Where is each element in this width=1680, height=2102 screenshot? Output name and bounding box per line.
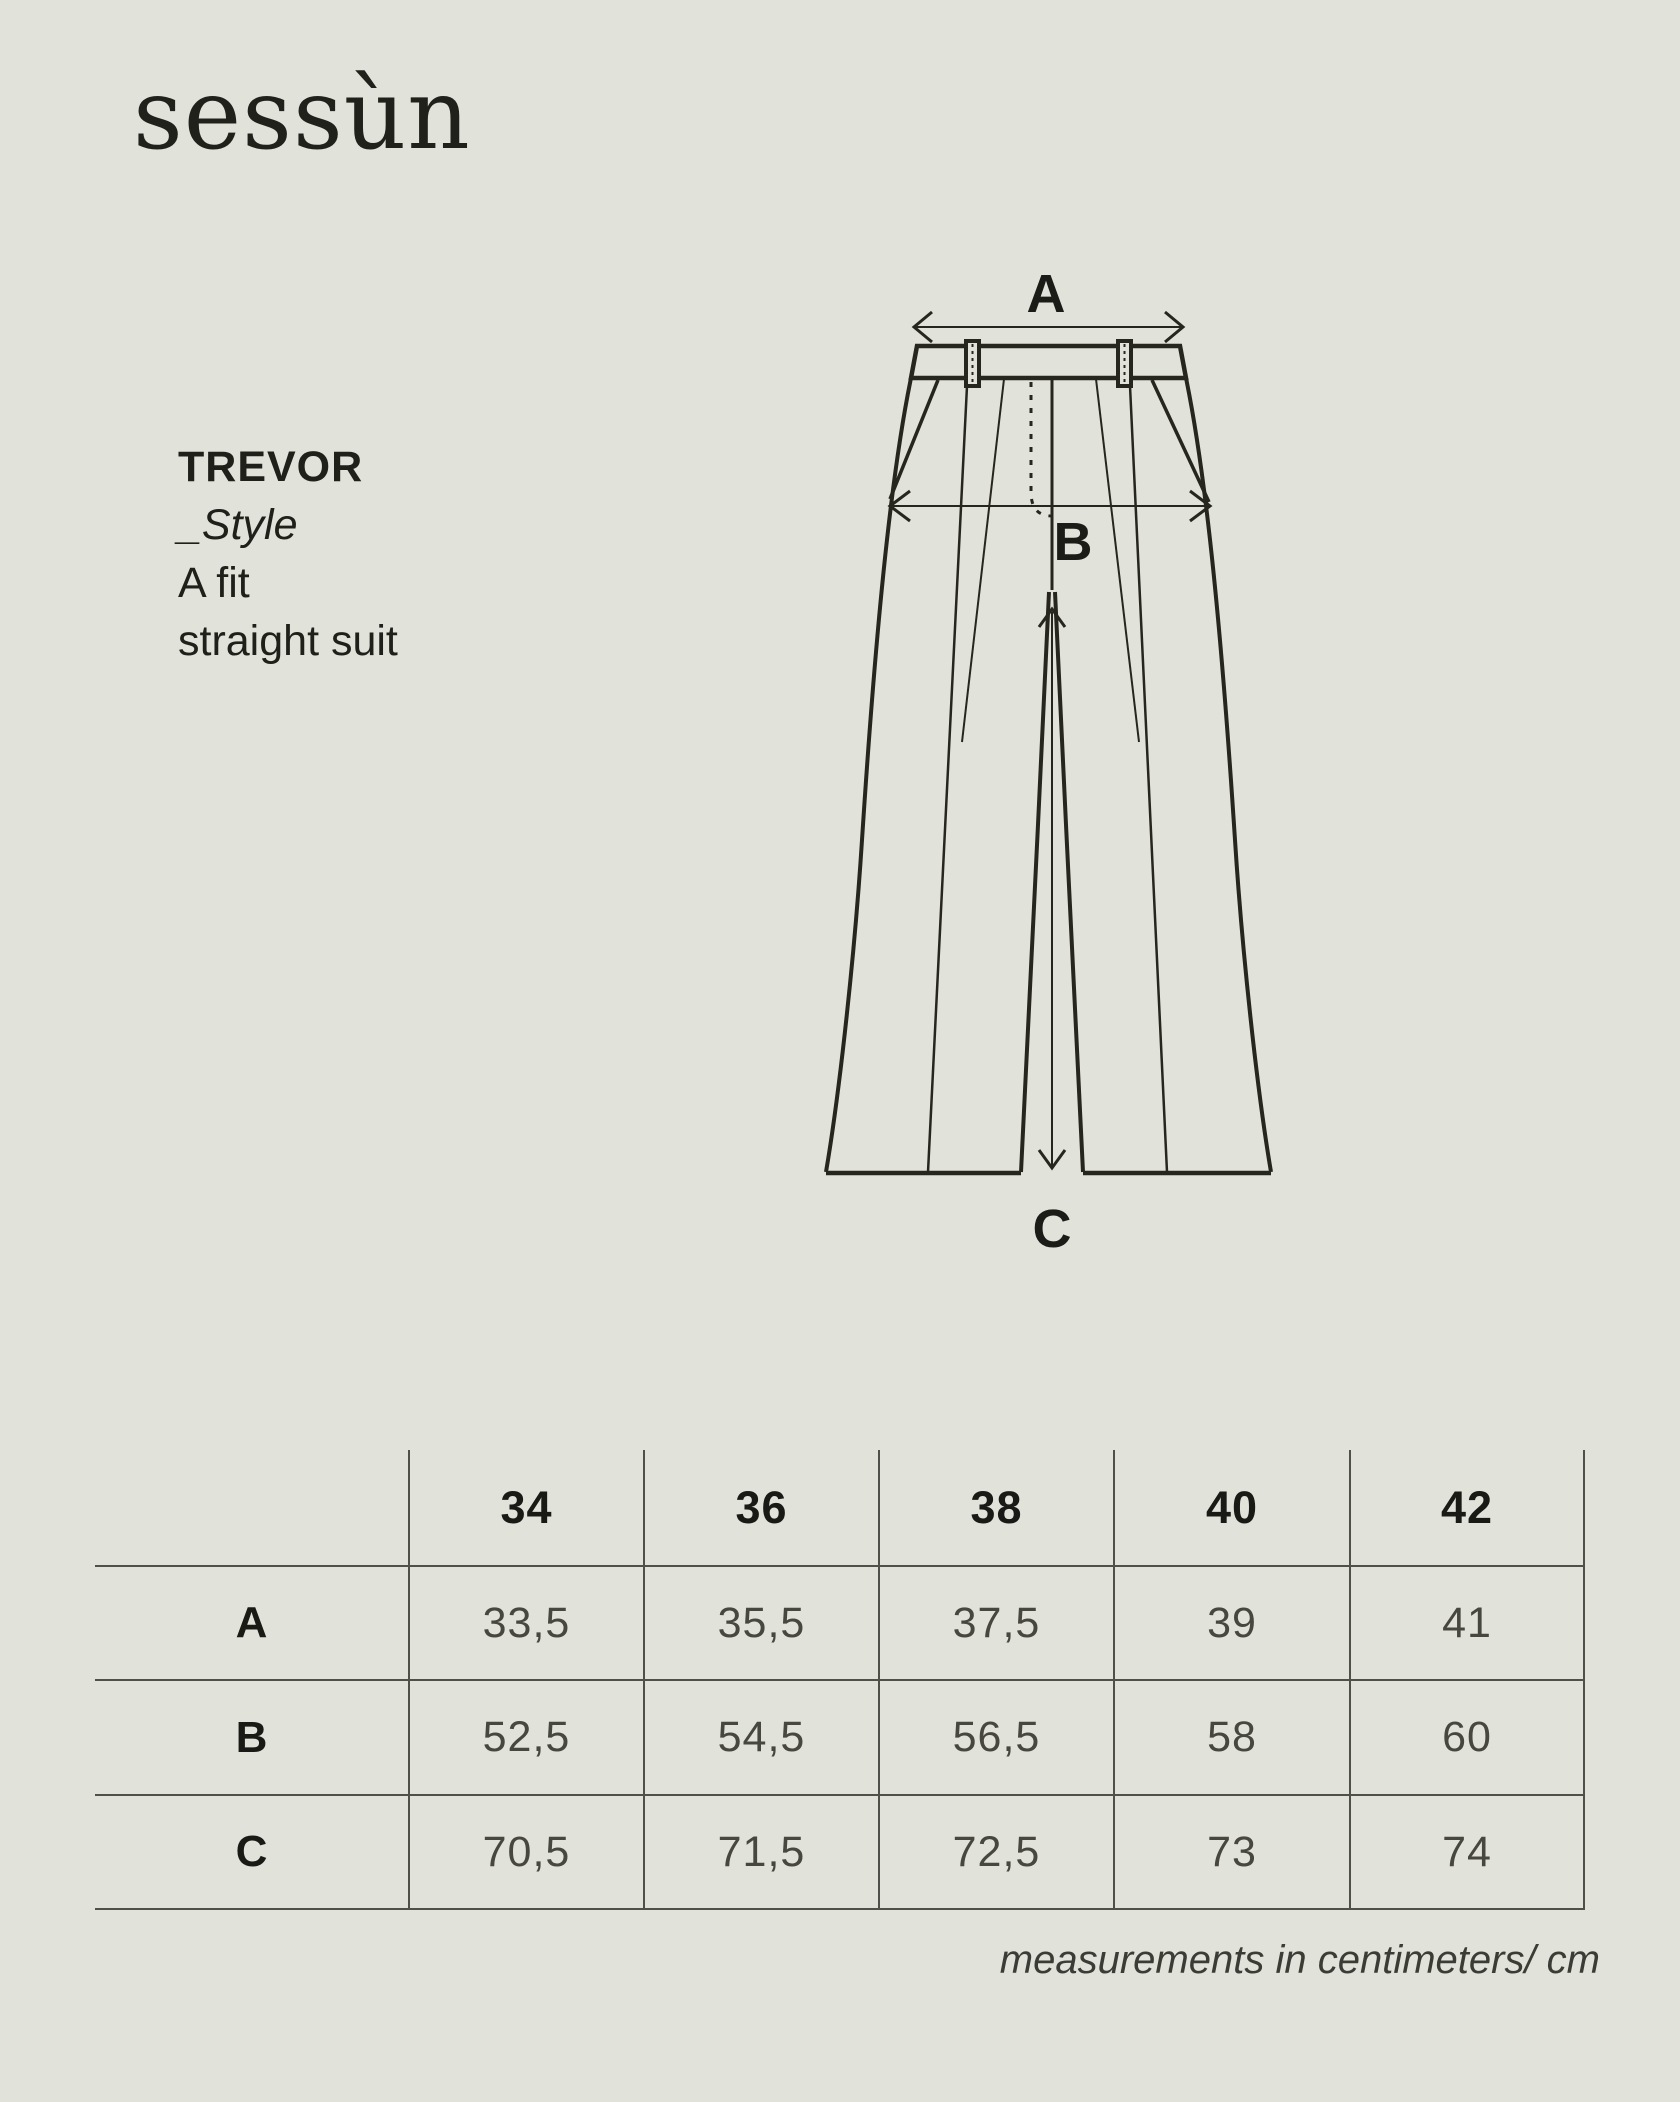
value-c-36: 71,5 xyxy=(643,1796,878,1910)
value-b-34: 52,5 xyxy=(408,1681,643,1796)
value-c-42: 74 xyxy=(1349,1796,1585,1910)
fly-stitch-line xyxy=(1031,382,1052,516)
product-name: TREVOR xyxy=(178,443,364,491)
value-c-40: 73 xyxy=(1113,1796,1349,1910)
measure-c-label: C xyxy=(1032,1199,1072,1259)
value-a-40: 39 xyxy=(1113,1567,1349,1681)
size-column-header-38: 38 xyxy=(878,1450,1113,1567)
inseam-right xyxy=(1055,592,1083,1172)
belt-loop-left xyxy=(966,341,979,386)
row-label-a: A xyxy=(95,1567,408,1681)
value-a-36: 35,5 xyxy=(643,1567,878,1681)
side-seam-left xyxy=(826,378,911,1172)
units-footnote: measurements in centimeters/ cm xyxy=(999,1938,1600,1982)
product-style-label: _Style xyxy=(178,501,298,549)
pocket-right xyxy=(1152,380,1209,502)
crease-left xyxy=(928,386,967,1172)
size-column-header-34: 34 xyxy=(408,1450,643,1567)
value-a-42: 41 xyxy=(1349,1567,1585,1681)
row-label-b: B xyxy=(95,1681,408,1796)
product-fit: A fit xyxy=(178,559,250,607)
value-c-38: 72,5 xyxy=(878,1796,1113,1910)
size-column-header-36: 36 xyxy=(643,1450,878,1567)
table-corner-cell xyxy=(95,1450,408,1567)
size-column-header-42: 42 xyxy=(1349,1450,1585,1567)
belt-loop-right xyxy=(1118,341,1131,386)
value-b-36: 54,5 xyxy=(643,1681,878,1796)
row-label-c: C xyxy=(95,1796,408,1910)
value-a-34: 33,5 xyxy=(408,1567,643,1681)
measure-b-label: B xyxy=(1053,512,1093,572)
value-b-38: 56,5 xyxy=(878,1681,1113,1796)
pleat-left xyxy=(962,379,1004,742)
value-b-40: 58 xyxy=(1113,1681,1349,1796)
value-a-38: 37,5 xyxy=(878,1567,1113,1681)
crease-right xyxy=(1130,386,1167,1172)
size-table xyxy=(95,1450,1585,1910)
product-description: straight suit xyxy=(178,617,398,665)
product-info xyxy=(178,438,398,670)
pocket-left xyxy=(890,380,938,499)
value-b-42: 60 xyxy=(1349,1681,1585,1796)
brand-logo: sessùn xyxy=(133,58,471,171)
value-c-34: 70,5 xyxy=(408,1796,643,1910)
pants-technical-drawing xyxy=(760,240,1320,1270)
size-column-header-40: 40 xyxy=(1113,1450,1349,1567)
measure-a-label: A xyxy=(1026,264,1066,324)
inseam-left xyxy=(1021,592,1049,1172)
waistband xyxy=(911,346,1186,378)
